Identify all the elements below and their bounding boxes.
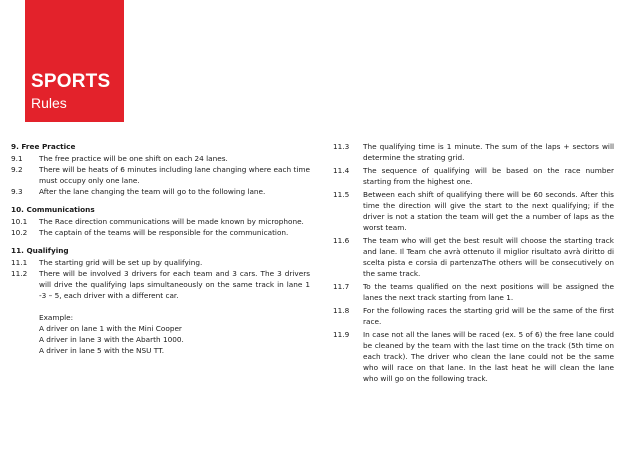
rule-item <box>11 216 310 227</box>
rule-number: 11.5 <box>333 190 350 199</box>
rule-item <box>11 227 310 238</box>
rule-text: In case not all the lanes will be raced (ex. 5 of 6) the free lane could be cleaned by the team with the last time on the track (5th time on each track). The driver who clean the lane could not be the same who will race on that lane. In the last heat he will clean the lane who will go on the following track. <box>363 330 614 383</box>
rule-number: 9.1 <box>11 154 23 163</box>
rule-number: 11.9 <box>333 330 350 339</box>
section-communications <box>11 204 310 238</box>
rule-text: The qualifying time is 1 minute. The sum of the laps + sectors will determine the strating grid. <box>363 142 614 162</box>
rule-item <box>333 141 614 163</box>
rule-number: 10.2 <box>11 228 28 237</box>
rule-text: The starting grid will be set up by qualifying. <box>39 258 203 267</box>
rule-text: The Race direction communications will be made known by microphone. <box>39 217 304 226</box>
rule-number: 9.2 <box>11 165 23 174</box>
rule-item <box>333 281 614 303</box>
rule-item <box>333 165 614 187</box>
example-line: A driver on lane 1 with the Mini Cooper <box>39 324 182 333</box>
rule-number: 11.6 <box>333 236 350 245</box>
section-title: 9. Free Practice <box>11 142 76 151</box>
rule-number: 11.2 <box>11 269 28 278</box>
rule-text: The sequence of qualifying will be based on the race number starting from the highest one. <box>363 166 614 186</box>
rule-text: For the following races the starting grid will be the same of the first race. <box>363 306 614 326</box>
section-free-practice <box>11 141 310 197</box>
section-title: 11. Qualifying <box>11 246 69 255</box>
example-block <box>39 312 310 356</box>
rule-text: After the lane changing the team will go to the following lane. <box>39 187 266 196</box>
left-column <box>11 141 310 363</box>
rule-text: The free practice will be one shift on each 24 lanes. <box>39 154 228 163</box>
rule-text: The captain of the teams will be responsible for the communication. <box>39 228 289 237</box>
rule-item <box>11 186 310 197</box>
rule-text: There will be involved 3 drivers for each team and 3 cars. The 3 drivers will drive the qualifying laps simultaneously on the same track in lane 1 -3 – 5, each driver with a different car. <box>39 269 310 300</box>
rule-number: 11.1 <box>11 258 28 267</box>
right-column <box>333 141 614 386</box>
rule-item <box>11 268 310 301</box>
example-line: A driver in lane 3 with the Abarth 1000. <box>39 335 184 344</box>
rule-number: 11.4 <box>333 166 350 175</box>
rule-number: 11.8 <box>333 306 350 315</box>
rule-item <box>11 153 310 164</box>
example-label: Example: <box>39 313 74 322</box>
rule-text: To the teams qualified on the next positions will be assigned the lanes the next track starting from lane 1. <box>363 282 614 302</box>
rule-text: There will be heats of 6 minutes including lane changing where each time must occupy only one lane. <box>39 165 310 185</box>
rule-item <box>333 305 614 327</box>
rule-text: The team who will get the best result will choose the starting track and lane. Il Team che avrà ottenuto il miglior risultato avrà diritto di scelta pista e corsia di partenzaThe others will be consecutively on the same track. <box>363 236 614 278</box>
rule-item <box>11 257 310 268</box>
rule-number: 10.1 <box>11 217 28 226</box>
rule-text: Between each shift of qualifying there will be 60 seconds. After this time the direction will give the start to the next qualifying; if the driver is not a station the team will get the a number of laps as the worst team. <box>363 190 614 232</box>
rule-number: 9.3 <box>11 187 23 196</box>
rule-item <box>333 235 614 279</box>
rule-item <box>333 189 614 233</box>
brand-subtitle: Rules <box>31 95 67 111</box>
section-title: 10. Communications <box>11 205 95 214</box>
brand-block <box>25 0 124 122</box>
rule-item <box>333 329 614 384</box>
rule-item <box>11 164 310 186</box>
section-qualifying <box>11 245 310 356</box>
brand-title: SPORTS <box>31 71 111 92</box>
rule-number: 11.3 <box>333 142 350 151</box>
rule-number: 11.7 <box>333 282 350 291</box>
example-line: A driver in lane 5 with the NSU TT. <box>39 346 165 355</box>
